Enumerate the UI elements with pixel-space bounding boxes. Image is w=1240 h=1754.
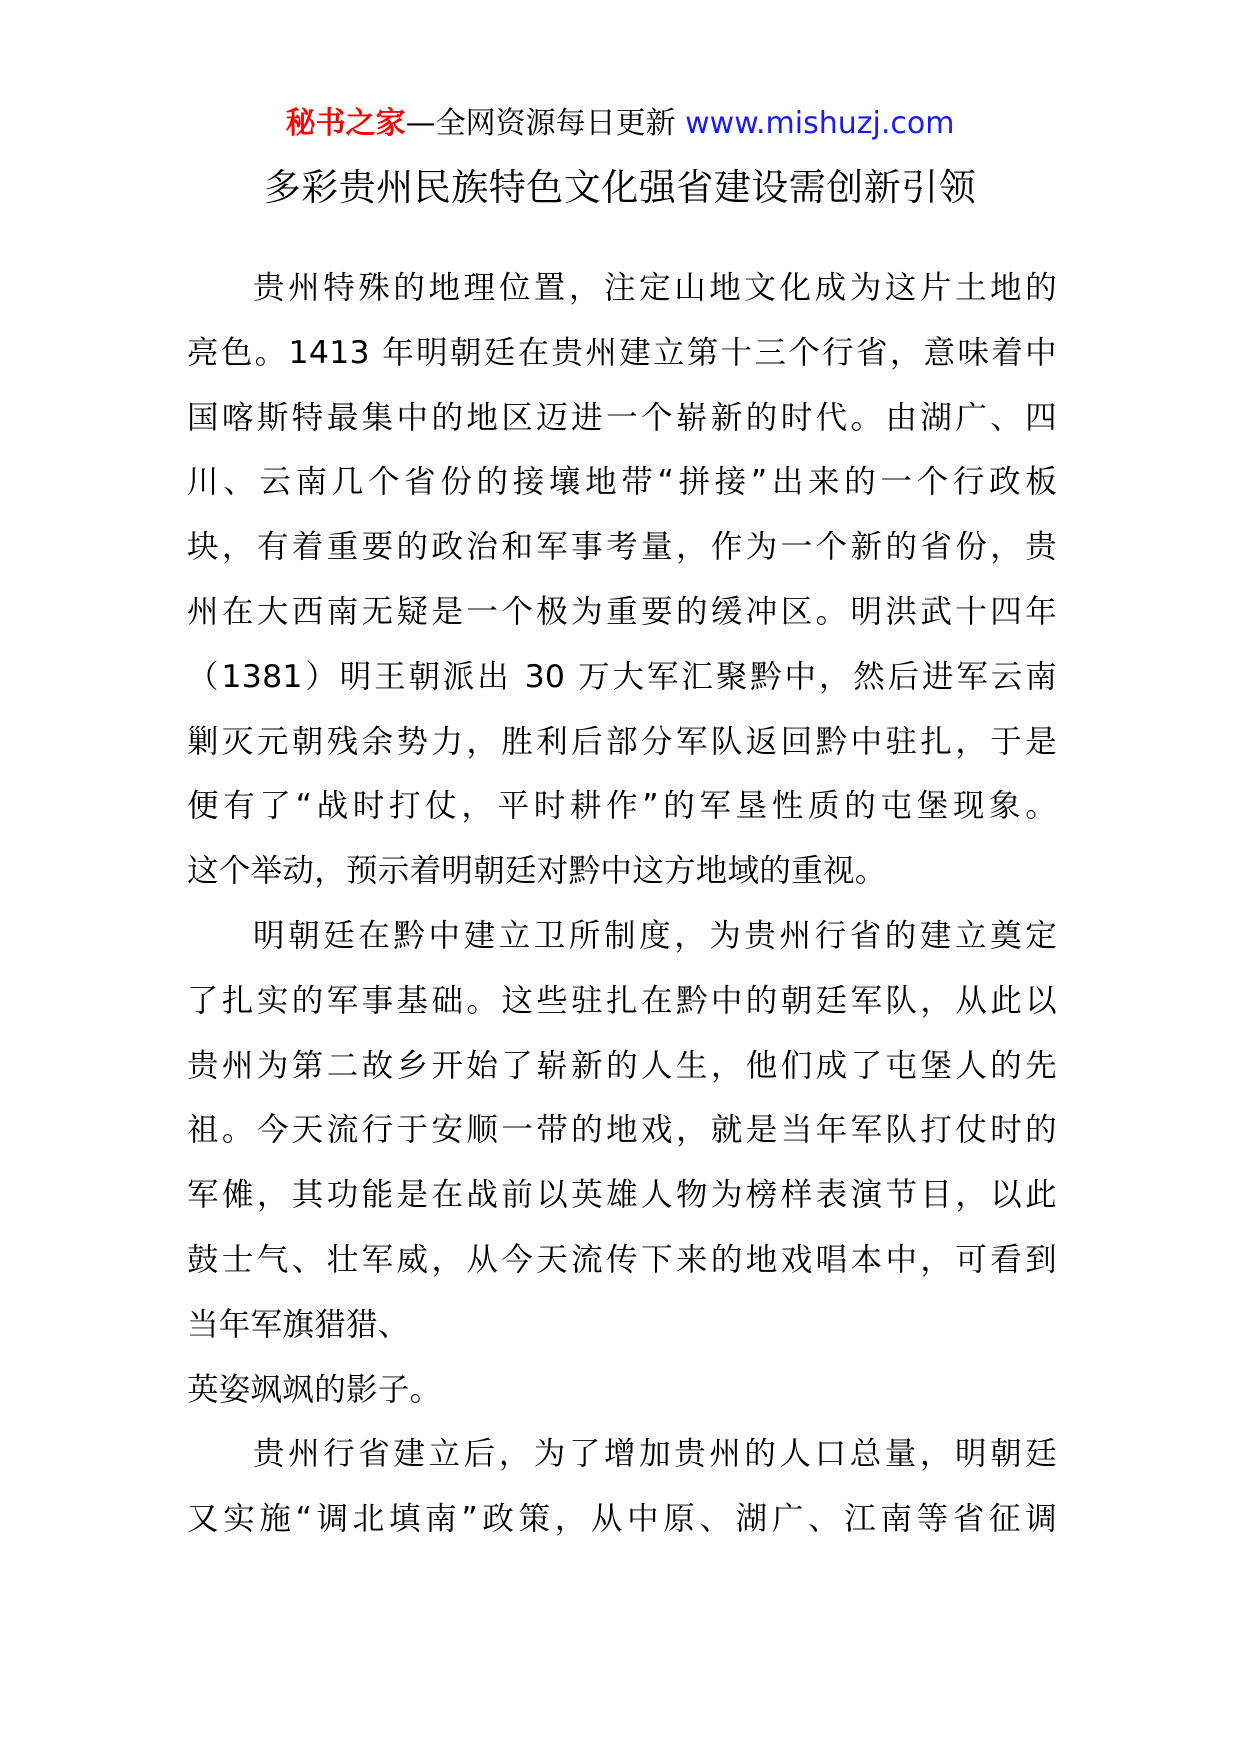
text-line: 贵州行省建立后，为了增加贵州的人口总量，明朝廷	[253, 1436, 1057, 1473]
text-line: （1381）明王朝派出 30 万大军汇聚黔中，然后进军云南	[187, 658, 1057, 695]
paragraph-2	[187, 904, 1057, 1422]
text-line: 军傩，其功能是在战前以英雄人物为榜样表演节目，以此	[187, 1177, 1057, 1214]
text-line: 祖。今天流行于安顺一带的地戏，就是当年军队打仗时的	[187, 1112, 1057, 1149]
paragraph-3	[187, 1422, 1057, 1552]
text-line: 贵州为第二故乡开始了崭新的人生，他们成了屯堡人的先	[187, 1047, 1057, 1084]
text-line: 便有了“战时打仗，平时耕作”的军垦性质的屯堡现象。	[187, 788, 1057, 825]
text-line: 国喀斯特最集中的地区迈进一个崭新的时代。由湖广、四	[187, 399, 1057, 436]
text-line: 贵州特殊的地理位置，注定山地文化成为这片土地的	[253, 270, 1057, 306]
document-title: 多彩贵州民族特色文化强省建设需创新引领	[263, 166, 977, 209]
text-line: 块，有着重要的政治和军事考量，作为一个新的省份，贵	[187, 529, 1057, 566]
text-line: 英姿飒飒的影子。	[187, 1371, 442, 1408]
text-line: 明朝廷在黔中建立卫所制度，为贵州行省的建立奠定	[253, 917, 1057, 954]
text-line: 了扎实的军事基础。这些驻扎在黔中的朝廷军队，从此以	[187, 982, 1057, 1019]
text-line: 这个举动，预示着明朝廷对黔中这方地域的重视。	[187, 853, 887, 890]
paragraph-1	[187, 256, 1057, 904]
text-line: 川、云南几个省份的接壤地带“拼接”出来的一个行政板	[187, 464, 1057, 501]
document-body	[187, 256, 1057, 1552]
text-line: 亮色。1413 年明朝廷在贵州建立第十三个行省，意味着中	[187, 334, 1057, 371]
site-url-link[interactable]: www.mishuzj.com	[685, 106, 955, 141]
site-header	[0, 102, 1240, 146]
text-line: 鼓士气、壮军威，从今天流传下来的地戏唱本中，可看到	[187, 1241, 1057, 1278]
text-line: 州在大西南无疑是一个极为重要的缓冲区。明洪武十四年	[187, 593, 1057, 630]
text-line: 剿灭元朝残余势力，胜利后部分军队返回黔中驻扎，于是	[187, 723, 1057, 760]
site-slogan: —全网资源每日更新	[405, 106, 676, 141]
text-line: 又实施“调北填南”政策，从中原、湖广、江南等省征调	[187, 1501, 1057, 1538]
text-line: 当年军旗猎猎、	[187, 1306, 410, 1343]
site-brand: 秘书之家	[285, 106, 406, 141]
